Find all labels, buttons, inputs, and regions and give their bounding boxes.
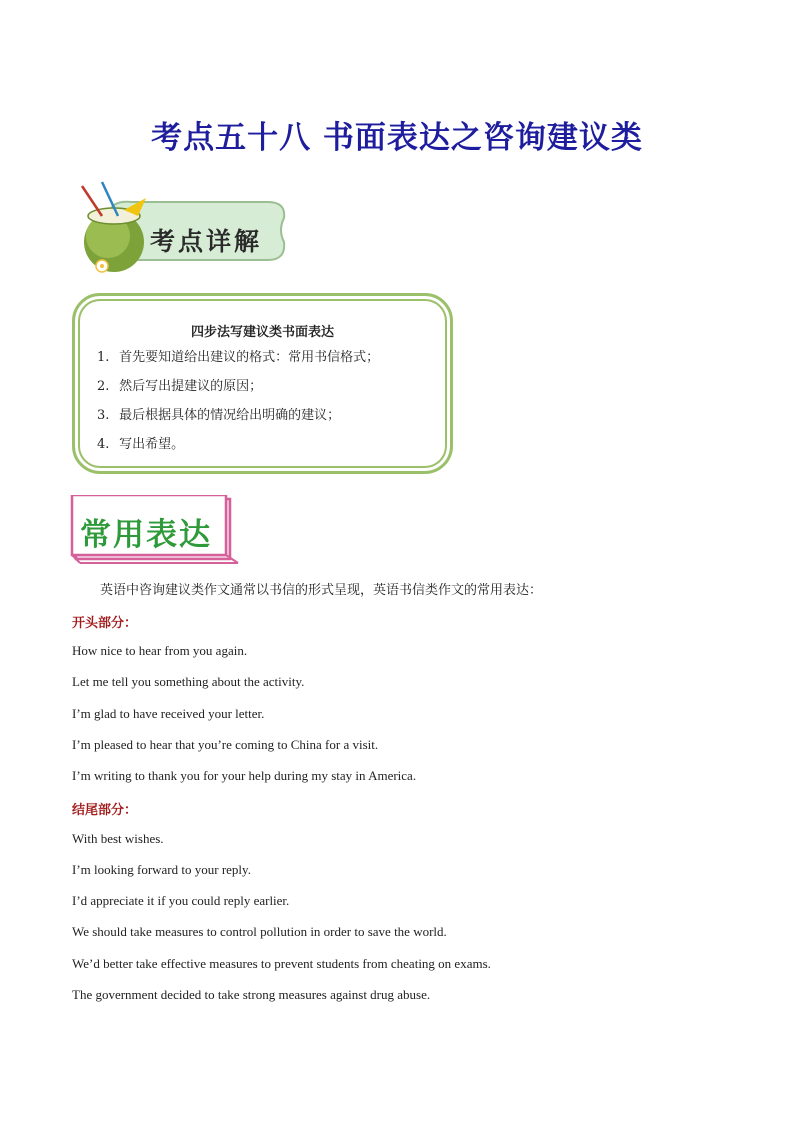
list-text: 首先要知道给出建议的格式：常用书信格式； xyxy=(119,350,380,365)
list-item xyxy=(97,348,379,377)
opening-line: Let me tell you something about the activity. xyxy=(72,674,305,689)
expressions-label: 常用表达 xyxy=(80,517,212,553)
list-item xyxy=(97,377,379,406)
list-text: 然后写出提建议的原因； xyxy=(119,379,263,394)
steps-box-title: 四步法写建议类书面表达 xyxy=(190,325,334,340)
opening-line: I’m glad to have received your letter. xyxy=(72,706,265,721)
list-number: 1. xyxy=(97,350,110,365)
ending-line: I’m looking forward to your reply. xyxy=(72,862,251,877)
list-item xyxy=(97,435,379,464)
list-number: 4. xyxy=(97,437,110,452)
banner-label: 考点详解 xyxy=(150,227,263,256)
list-number: 2. xyxy=(97,379,110,394)
intro-text: 英语中咨询建议类作文通常以书信的形式呈现，英语书信类作文的常用表达： xyxy=(100,583,543,598)
opening-line: I’m writing to thank you for your help during my stay in America. xyxy=(72,768,417,783)
steps-box xyxy=(72,293,453,474)
coconut-icon xyxy=(82,182,146,272)
ending-line: The government decided to take strong measures against drug abuse. xyxy=(72,987,431,1002)
steps-list xyxy=(97,348,379,464)
ending-line: We should take measures to control pollution in order to save the world. xyxy=(72,924,447,939)
list-item xyxy=(97,406,379,435)
ending-line: With best wishes. xyxy=(72,831,164,846)
list-text: 写出希望。 xyxy=(119,437,185,452)
ending-line: I’d appreciate it if you could reply earlier. xyxy=(72,893,290,908)
page-title: 考点五十八 书面表达之咨询建议类 xyxy=(151,120,643,156)
list-text: 最后根据具体的情况给出明确的建议； xyxy=(119,408,341,423)
opening-line: I’m pleased to hear that you’re coming to China for a visit. xyxy=(72,737,379,752)
ending-line: We’d better take effective measures to prevent students from cheating on exams. xyxy=(72,956,491,971)
opening-heading: 开头部分： xyxy=(72,616,138,631)
list-number: 3. xyxy=(97,408,110,423)
ending-heading: 结尾部分： xyxy=(72,803,138,818)
opening-line: How nice to hear from you again. xyxy=(72,643,248,658)
